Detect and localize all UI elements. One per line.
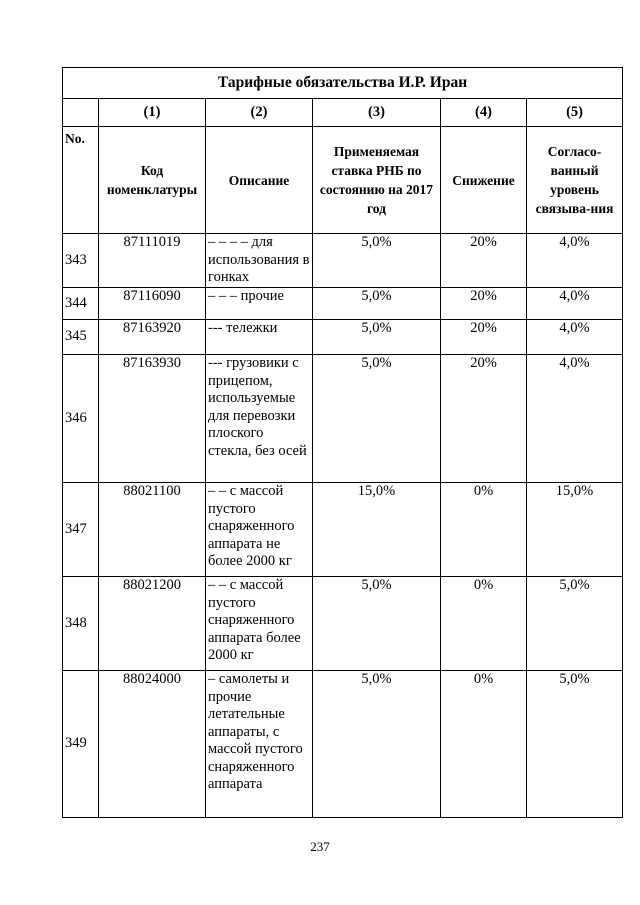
column-number: (3)	[313, 99, 441, 127]
row-description: --- тележки	[206, 320, 313, 355]
header-no: No.	[63, 127, 99, 234]
row-bound-level: 4,0%	[527, 355, 623, 483]
row-reduction: 0%	[441, 483, 527, 577]
row-code: 87163930	[99, 355, 206, 483]
row-applied-rate: 5,0%	[313, 671, 441, 818]
column-number: (1)	[99, 99, 206, 127]
row-code: 87116090	[99, 288, 206, 320]
row-reduction: 0%	[441, 577, 527, 671]
row-number: 343	[63, 234, 99, 288]
table-row	[63, 483, 623, 577]
row-description: – – с массой пустого снаряженного аппарата более 2000 кг	[206, 577, 313, 671]
row-applied-rate: 5,0%	[313, 234, 441, 288]
row-applied-rate: 5,0%	[313, 577, 441, 671]
row-number: 345	[63, 320, 99, 355]
table-row	[63, 671, 623, 818]
header-applied-rate: Применяемая ставка РНБ по состоянию на 2017 год	[313, 127, 441, 234]
title-row	[63, 68, 623, 99]
header-bound-level: Согласо-ванный уровень связыва-ния	[527, 127, 623, 234]
column-number: (2)	[206, 99, 313, 127]
row-description: --- грузовики с прицепом, используемые для перевозки плоского стекла, без осей	[206, 355, 313, 483]
row-description: – – – прочие	[206, 288, 313, 320]
row-number: 347	[63, 483, 99, 577]
table-title: Тарифные обязательства И.Р. Иран	[63, 68, 623, 99]
row-applied-rate: 5,0%	[313, 288, 441, 320]
row-bound-level: 5,0%	[527, 577, 623, 671]
column-number: (4)	[441, 99, 527, 127]
row-reduction: 20%	[441, 355, 527, 483]
row-code: 88024000	[99, 671, 206, 818]
page-number: 237	[310, 839, 330, 854]
row-reduction: 0%	[441, 671, 527, 818]
column-number: (5)	[527, 99, 623, 127]
header-description: Описание	[206, 127, 313, 234]
tariff-table	[62, 67, 623, 818]
row-number: 349	[63, 671, 99, 818]
row-applied-rate: 15,0%	[313, 483, 441, 577]
table-row	[63, 577, 623, 671]
row-description: – – с массой пустого снаряженного аппарата не более 2000 кг	[206, 483, 313, 577]
column-number	[63, 99, 99, 127]
row-applied-rate: 5,0%	[313, 320, 441, 355]
row-description: – самолеты и прочие летательные аппараты, с массой пустого снаряженного аппарата	[206, 671, 313, 818]
row-bound-level: 5,0%	[527, 671, 623, 818]
row-bound-level: 4,0%	[527, 320, 623, 355]
row-number: 344	[63, 288, 99, 320]
row-reduction: 20%	[441, 234, 527, 288]
row-code: 88021100	[99, 483, 206, 577]
header-code: Код номенклатуры	[99, 127, 206, 234]
header-reduction: Снижение	[441, 127, 527, 234]
row-bound-level: 4,0%	[527, 288, 623, 320]
row-applied-rate: 5,0%	[313, 355, 441, 483]
row-reduction: 20%	[441, 288, 527, 320]
row-number: 346	[63, 355, 99, 483]
row-code: 88021200	[99, 577, 206, 671]
row-code: 87163920	[99, 320, 206, 355]
row-bound-level: 4,0%	[527, 234, 623, 288]
column-number-row	[63, 99, 623, 127]
table-row	[63, 288, 623, 320]
row-code: 87111019	[99, 234, 206, 288]
row-bound-level: 15,0%	[527, 483, 623, 577]
row-description: – – – – для использования в гонках	[206, 234, 313, 288]
table-row	[63, 234, 623, 288]
row-number: 348	[63, 577, 99, 671]
header-row	[63, 127, 623, 234]
table-row	[63, 355, 623, 483]
table-row	[63, 320, 623, 355]
row-reduction: 20%	[441, 320, 527, 355]
